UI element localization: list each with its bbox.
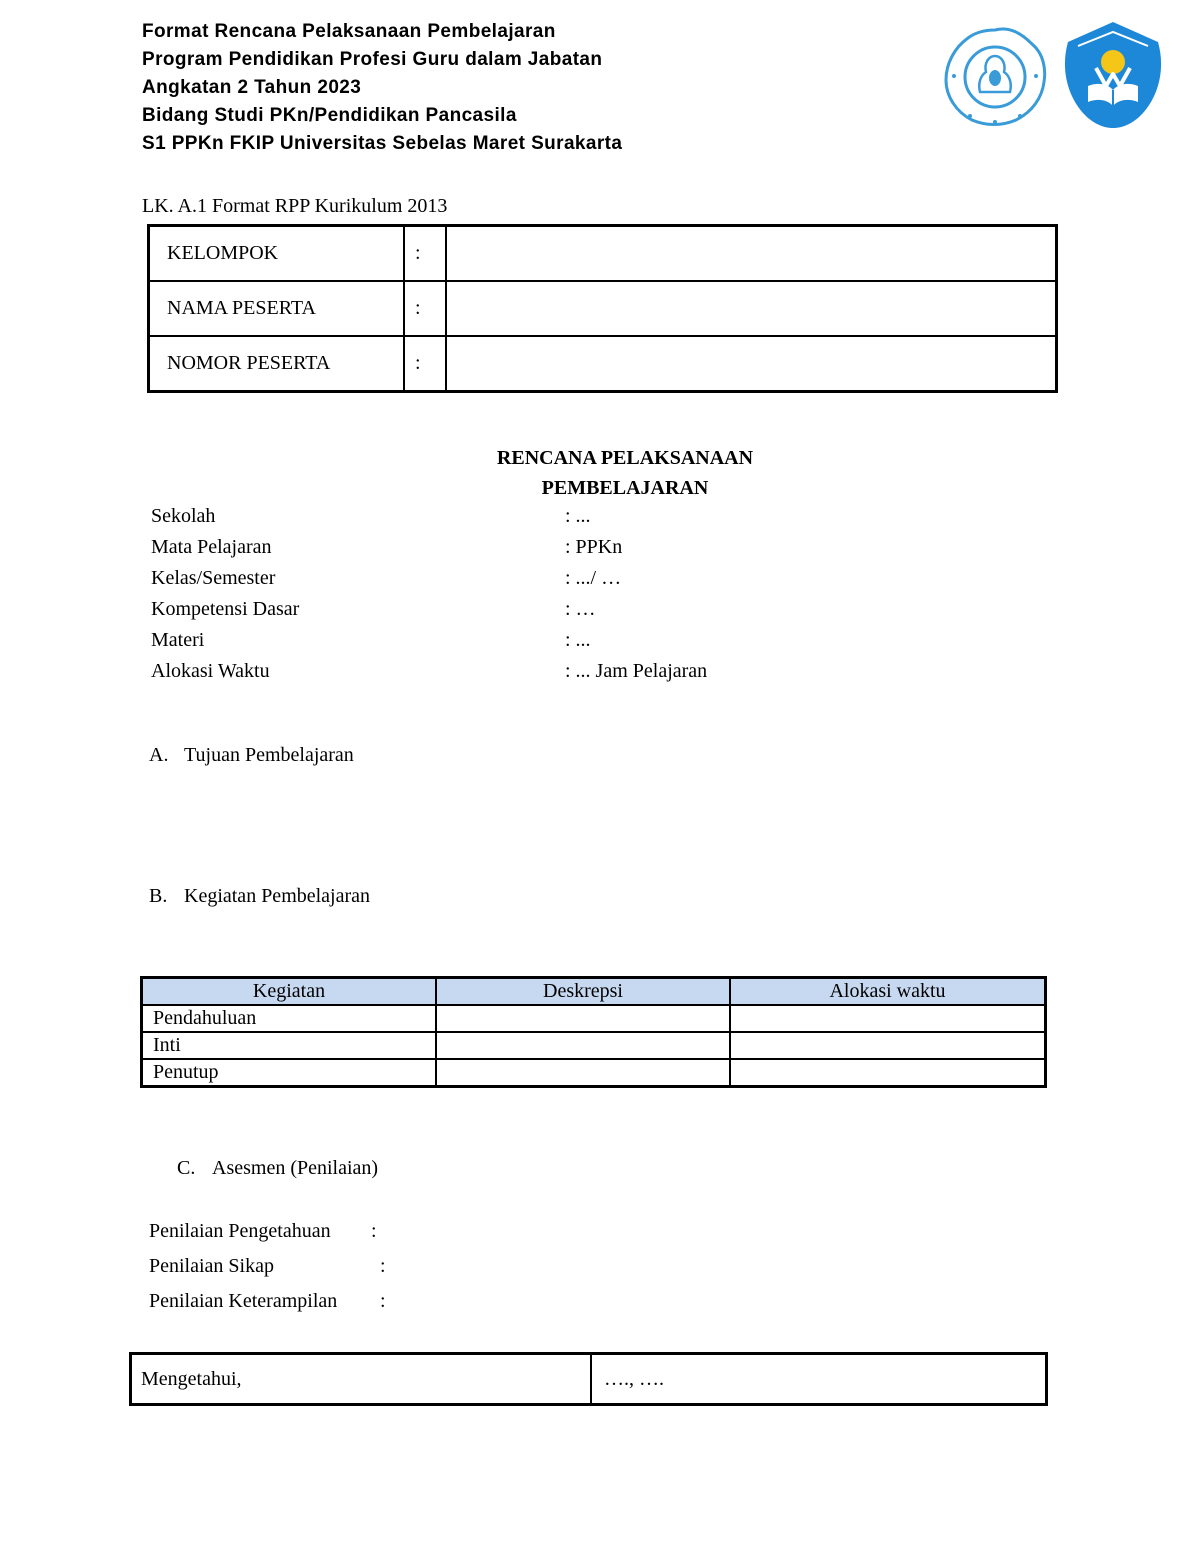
header-line-3: Angkatan 2 Tahun 2023 — [142, 77, 362, 98]
table-row — [142, 1032, 1046, 1059]
identity-table — [147, 224, 1058, 393]
alokasi-waktu-cell[interactable] — [730, 1059, 1046, 1087]
field-value: : ... — [565, 629, 591, 651]
deskrepsi-cell[interactable] — [436, 1032, 730, 1059]
header-line-5: S1 PPKn FKIP Universitas Sebelas Maret Surakarta — [142, 133, 623, 154]
rpp-title — [400, 443, 850, 503]
column-header-alokasi-waktu: Alokasi waktu — [730, 978, 1046, 1006]
section-b-heading — [149, 885, 370, 908]
alokasi-waktu-cell[interactable] — [730, 1005, 1046, 1032]
column-header-deskrepsi: Deskrepsi — [436, 978, 730, 1006]
asesmen-row-keterampilan — [149, 1290, 386, 1325]
kelompok-value-field[interactable] — [446, 226, 1057, 282]
uns-logo-icon — [940, 24, 1050, 128]
section-b-letter: B. — [149, 885, 168, 907]
table-row — [149, 336, 1057, 392]
column-header-kegiatan: Kegiatan — [142, 978, 437, 1006]
table-row — [149, 226, 1057, 282]
kegiatan-table — [140, 976, 1047, 1088]
alokasi-waktu-cell[interactable] — [730, 1032, 1046, 1059]
nama-peserta-value-field[interactable] — [446, 281, 1057, 336]
field-label: Kelas/Semester — [151, 567, 276, 589]
asesmen-row-sikap — [149, 1255, 386, 1290]
table-row — [131, 1354, 1047, 1405]
field-value: : … — [565, 598, 596, 620]
deskrepsi-cell[interactable] — [436, 1005, 730, 1032]
asesmen-label: Penilaian Keterampilan — [149, 1290, 338, 1312]
table-row — [142, 1005, 1046, 1032]
section-c-heading — [177, 1157, 378, 1180]
table-row — [142, 1059, 1046, 1087]
asesmen-row-pengetahuan — [149, 1220, 377, 1255]
colon: : — [404, 226, 446, 282]
colon: : — [380, 1290, 386, 1312]
section-a-letter: A. — [149, 744, 169, 766]
colon: : — [380, 1255, 386, 1277]
kegiatan-cell: Inti — [142, 1032, 437, 1059]
asesmen-label: Penilaian Sikap — [149, 1255, 274, 1277]
mengetahui-cell: Mengetahui, — [131, 1354, 592, 1405]
lk-title: LK. A.1 Format RPP Kurikulum 2013 — [142, 195, 448, 217]
nomor-peserta-label: NOMOR PESERTA — [149, 336, 405, 392]
section-c-letter: C. — [177, 1157, 196, 1179]
asesmen-label: Penilaian Pengetahuan — [149, 1220, 331, 1242]
colon: : — [371, 1220, 377, 1242]
document-header — [142, 18, 622, 158]
signature-table — [129, 1352, 1048, 1406]
field-value: : ... — [565, 505, 591, 527]
date-place-cell[interactable]: …., …. — [591, 1354, 1047, 1405]
nama-peserta-label: NAMA PESERTA — [149, 281, 405, 336]
section-b-title: Kegiatan Pembelajaran — [184, 885, 371, 907]
rpp-title-line-1: RENCANA PELAKSANAAN — [496, 447, 754, 469]
header-line-2: Program Pendidikan Profesi Guru dalam Jabatan — [142, 49, 603, 70]
field-label: Alokasi Waktu — [151, 660, 270, 682]
header-line-4: Bidang Studi PKn/Pendidikan Pancasila — [142, 105, 517, 126]
header-line-1: Format Rencana Pelaksanaan Pembelajaran — [142, 21, 556, 42]
field-label: Mata Pelajaran — [151, 536, 272, 558]
field-value: : ... Jam Pelajaran — [565, 660, 708, 682]
colon: : — [404, 281, 446, 336]
section-a-heading — [149, 744, 354, 767]
deskrepsi-cell[interactable] — [436, 1059, 730, 1087]
table-row — [149, 281, 1057, 336]
section-a-title: Tujuan Pembelajaran — [184, 744, 354, 766]
section-c-title: Asesmen (Penilaian) — [212, 1157, 379, 1179]
colon: : — [404, 336, 446, 392]
asesmen-list — [149, 1220, 386, 1325]
table-header-row — [142, 978, 1046, 1006]
kegiatan-cell: Pendahuluan — [142, 1005, 437, 1032]
field-label: Materi — [151, 629, 205, 651]
field-value: : PPKn — [565, 536, 623, 558]
nomor-peserta-value-field[interactable] — [446, 336, 1057, 392]
kegiatan-cell: Penutup — [142, 1059, 437, 1087]
kelompok-label: KELOMPOK — [149, 226, 405, 282]
rpp-title-line-2: PEMBELAJARAN — [541, 477, 709, 499]
tut-wuri-handayani-logo-icon — [1058, 20, 1168, 130]
field-label: Sekolah — [151, 505, 216, 527]
field-label: Kompetensi Dasar — [151, 598, 300, 620]
field-value: : .../ … — [565, 567, 622, 589]
